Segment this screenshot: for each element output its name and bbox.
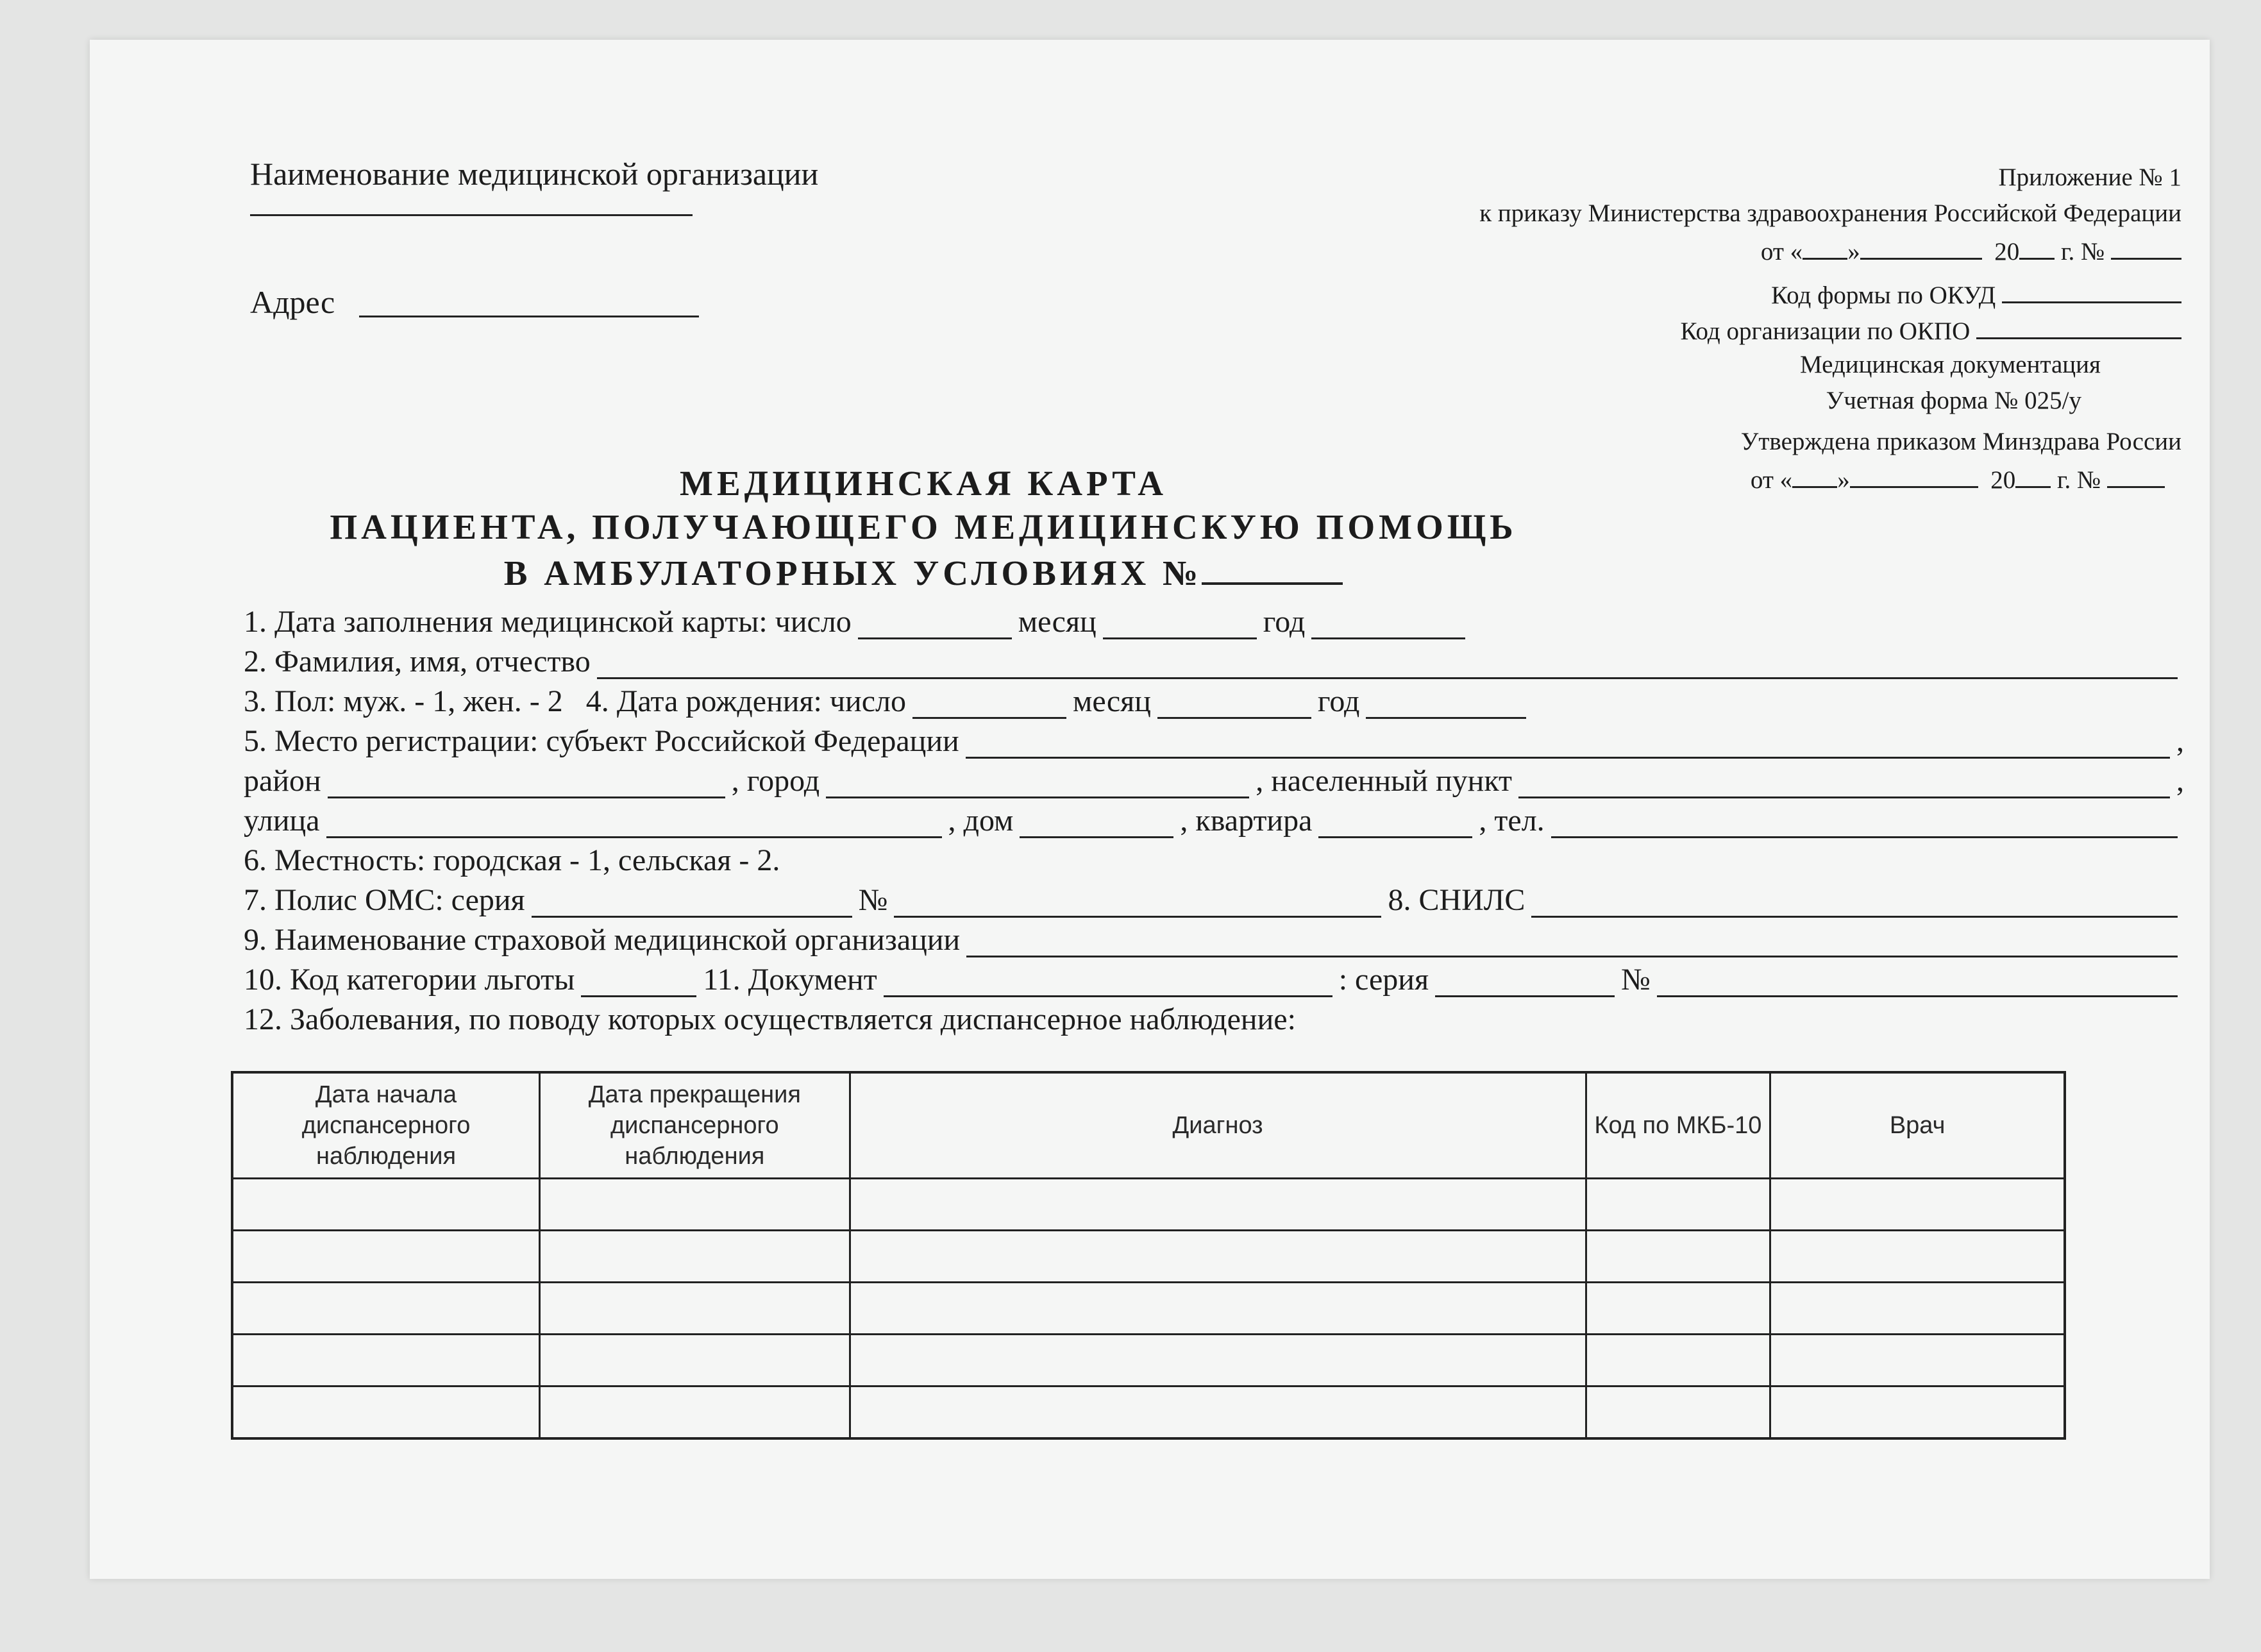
table-cell[interactable] [850,1283,1586,1335]
table-cell[interactable] [1770,1179,2065,1231]
table-cell[interactable] [1770,1231,2065,1283]
order-year-field[interactable] [2019,235,2055,260]
table-cell[interactable] [850,1386,1586,1439]
field-5-street: улица , дом , квартира , тел. [244,803,2184,838]
approved-date-line: от « » 20 г. № [1751,463,2165,494]
card-number-field[interactable] [1202,550,1343,585]
table-cell[interactable] [232,1231,540,1283]
table-cell[interactable] [1586,1283,1770,1335]
district-field[interactable] [328,768,725,798]
table-cell[interactable] [1770,1283,2065,1335]
birth-day-field[interactable] [912,689,1066,719]
field-1-fill-date: 1. Дата заполнения медицинской карты: число месяц год [244,604,1472,639]
okud-line: Код формы по ОКУД [1771,278,2181,310]
org-name-line[interactable] [250,214,693,216]
table-row [232,1386,2065,1439]
fill-year-field[interactable] [1311,609,1465,639]
order-day-field[interactable] [1803,235,1847,260]
table-cell[interactable] [540,1335,850,1386]
okpo-line: Код организации по ОКПО [1680,314,2181,346]
field-7-8-policy: 7. Полис ОМС: серия № 8. СНИЛС [244,882,2184,918]
dispensary-table [231,1071,2066,1440]
city-field[interactable] [826,768,1249,798]
col-end-date: Дата прекращения диспансерного наблюдения [540,1072,850,1179]
benefit-code-field[interactable] [581,967,696,997]
title-line-3: В АМБУЛАТОРНЫХ УСЛОВИЯХ № [90,550,1757,593]
okud-field[interactable] [2002,278,2181,303]
table-row [232,1335,2065,1386]
table-cell[interactable] [232,1335,540,1386]
form-sheet [90,40,2210,1579]
field-5-district-city: район , город , населенный пункт , [244,764,2184,798]
document-number-field[interactable] [1657,967,2178,997]
field-6-locality: 6. Местность: городская - 1, сельская - 2. [244,843,780,877]
birth-month-field[interactable] [1157,689,1311,719]
table-cell[interactable] [850,1231,1586,1283]
table-cell[interactable] [540,1386,850,1439]
form-number-label: Учетная форма № 025/у [1826,387,2081,414]
table-cell[interactable] [232,1179,540,1231]
table-cell[interactable] [1586,1386,1770,1439]
street-field[interactable] [326,808,942,838]
settlement-field[interactable] [1518,768,2170,798]
insurer-field[interactable] [966,927,2178,957]
table-cell[interactable] [540,1283,850,1335]
table-cell[interactable] [232,1386,540,1439]
phone-field[interactable] [1551,808,2178,838]
document-series-field[interactable] [1435,967,1615,997]
table-header-row [232,1072,2065,1179]
approved-day-field[interactable] [1792,463,1837,488]
okpo-field[interactable] [1976,314,2181,339]
table-cell[interactable] [540,1179,850,1231]
address-label: Адрес [250,284,335,320]
table-cell[interactable] [1586,1179,1770,1231]
appendix-label: Приложение № 1 [1998,164,2181,191]
table-cell[interactable] [850,1335,1586,1386]
table-row [232,1283,2065,1335]
field-3-4-sex-birth: 3. Пол: муж. - 1, жен. - 2 4. Дата рождения: число месяц год [244,684,1533,719]
org-label: Наименование медицинской организации [250,156,819,192]
title-line-1: МЕДИЦИНСКАЯ КАРТА [680,464,1167,503]
birth-year-field[interactable] [1366,689,1526,719]
field-2-name: 2. Фамилия, имя, отчество [244,644,2184,679]
table-cell[interactable] [1770,1386,2065,1439]
field-5-region: 5. Место регистрации: субъект Российской Федерации , [244,724,2184,758]
approved-label: Утверждена приказом Минздрава России [1740,428,2181,455]
title-line-2: ПАЦИЕНТА, ПОЛУЧАЮЩЕГО МЕДИЦИНСКУЮ ПОМОЩЬ [330,507,1517,546]
address-line[interactable] [359,316,699,317]
table-cell[interactable] [1586,1335,1770,1386]
table-cell[interactable] [540,1231,850,1283]
approved-month-field[interactable] [1850,463,1978,488]
col-icd10: Код по МКБ-10 [1586,1072,1770,1179]
fill-month-field[interactable] [1103,609,1257,639]
table-cell[interactable] [850,1179,1586,1231]
col-doctor: Врач [1770,1072,2065,1179]
house-field[interactable] [1020,808,1173,838]
document-field[interactable] [884,967,1332,997]
order-number-field[interactable] [2111,235,2181,260]
snils-field[interactable] [1531,888,2178,918]
order-month-field[interactable] [1860,235,1982,260]
approved-year-field[interactable] [2015,463,2051,488]
apartment-field[interactable] [1318,808,1472,838]
order-date-line: от « » 20 г. № [1761,235,2181,266]
table-cell[interactable] [1770,1335,2065,1386]
table-row [232,1179,2065,1231]
region-field[interactable] [966,729,2170,759]
order-line: к приказу Министерства здравоохранения Российской Федерации [1479,199,2181,227]
col-diagnosis: Диагноз [850,1072,1586,1179]
policy-series-field[interactable] [532,888,852,918]
full-name-field[interactable] [597,649,2178,679]
table-cell[interactable] [1586,1231,1770,1283]
field-9-insurer: 9. Наименование страховой медицинской организации [244,922,2184,957]
fill-day-field[interactable] [858,609,1012,639]
table-cell[interactable] [232,1283,540,1335]
approved-number-field[interactable] [2107,463,2165,488]
policy-number-field[interactable] [894,888,1381,918]
med-doc-label: Медицинская документация [1799,351,2101,378]
col-start-date: Дата начала диспансерного наблюдения [232,1072,540,1179]
table-row [232,1231,2065,1283]
field-12-diseases: 12. Заболевания, по поводу которых осуществляется диспансерное наблюдение: [244,1002,1296,1036]
field-10-11-benefit: 10. Код категории льготы 11. Документ : серия № [244,962,2184,997]
